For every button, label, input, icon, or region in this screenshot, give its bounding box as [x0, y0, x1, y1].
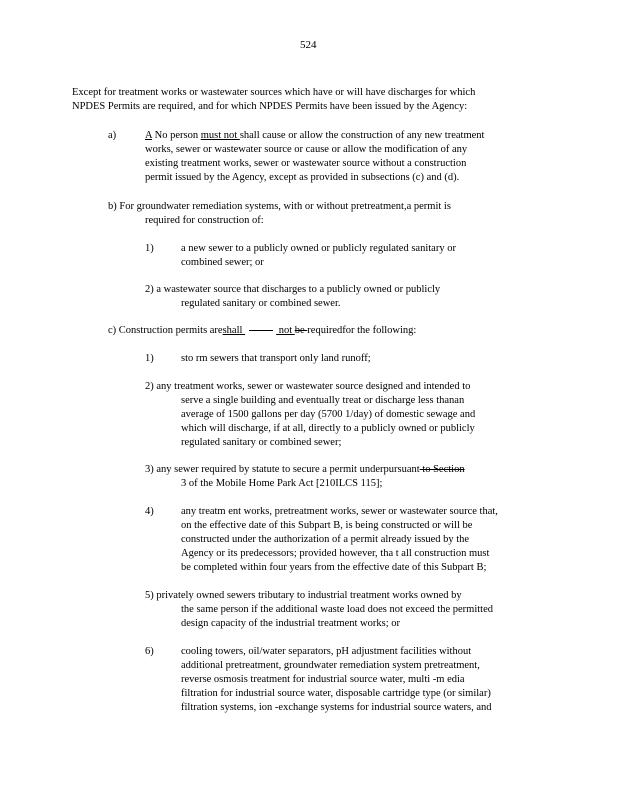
item-line: a new sewer to a publicly owned or publicly regulated sanitary or — [181, 243, 456, 254]
text-run: shall cause or allow the construction of any new treatment — [239, 130, 485, 141]
strike-dash — [249, 330, 273, 331]
inserted-text: A — [145, 130, 153, 141]
item-label: 4) — [145, 506, 154, 517]
text-run: No person — [152, 130, 201, 141]
subsection-a-line: permit issued by the Agency, except as provided in subsections (c) and (d). — [145, 172, 460, 183]
item-line: which will discharge, if at all, directly to a publicly owned or publicly — [181, 423, 475, 434]
item-line: additional pretreatment, groundwater remediation system pretreatment, — [181, 660, 480, 671]
subsection-c-heading — [108, 324, 416, 339]
inserted-text: not — [276, 325, 295, 336]
subsection-a-line: works, sewer or wastewater source or cause or allow the modification of any — [145, 144, 468, 155]
item-line: 2) a wastewater source that discharges to a publicly owned or publicly — [145, 284, 441, 295]
item-line: sto rm sewers that transport only land runoff; — [181, 353, 371, 364]
text-run: c) Construction permits are — [108, 325, 223, 336]
subsection-a-line: existing treatment works, sewer or wastewater source without a construction — [145, 158, 467, 169]
item-line: 2) any treatment works, sewer or wastewater source designed and intended to — [145, 381, 471, 392]
item-line: any treatm ent works, pretreatment works, sewer or wastewater source that, — [181, 506, 498, 517]
item-line: regulated sanitary or combined sewer; — [181, 437, 342, 448]
item-line: constructed under the authorization of a permit already issued by the — [181, 534, 470, 545]
item-line: 3 of the Mobile Home Park Act [210ILCS 115]; — [181, 478, 383, 489]
item-line: design capacity of the industrial treatment works; or — [181, 618, 400, 629]
item-line: on the effective date of this Subpart B, is being constructed or will be — [181, 520, 473, 531]
page-number: 524 — [300, 39, 317, 51]
item-line — [145, 463, 465, 478]
item-line: serve a single building and eventually treat or discharge less thanan — [181, 395, 465, 406]
item-label: 6) — [145, 646, 154, 657]
item-line: the same person if the additional waste load does not exceed the permitted — [181, 604, 493, 615]
intro-line: NPDES Permits are required, and for which NPDES Permits have been issued by the Agency: — [72, 101, 468, 112]
subsection-a-label: a) — [108, 130, 117, 141]
text-run: 3) any sewer required by statute to secure a permit underpursuant — [145, 464, 420, 475]
item-line: filtration systems, ion -exchange systems for industrial source waters, and — [181, 702, 492, 713]
item-line: regulated sanitary or combined sewer. — [181, 298, 341, 309]
inserted-text: shall — [222, 325, 246, 336]
text-run: requiredfor the following: — [307, 325, 417, 336]
subsection-a-line — [145, 129, 484, 144]
deleted-text: to Section — [419, 464, 465, 475]
item-line: Agency or its predecessors; provided however, tha t all construction must — [181, 548, 490, 559]
item-line: 5) privately owned sewers tributary to industrial treatment works owned by — [145, 590, 462, 601]
item-line: combined sewer; or — [181, 257, 264, 268]
item-label: 1) — [145, 243, 154, 254]
intro-line: Except for treatment works or wastewater sources which have or will have discharges for which — [72, 87, 476, 98]
inserted-text: must not — [200, 130, 240, 141]
item-line: be completed within four years from the effective date of this Subpart B; — [181, 562, 487, 573]
subsection-b-line: b) For groundwater remediation systems, with or without pretreatment,a permit is — [108, 201, 451, 212]
item-label: 1) — [145, 353, 154, 364]
subsection-b-line: required for construction of: — [145, 215, 264, 226]
item-line: filtration for industrial source water, disposable cartridge type (or similar) — [181, 688, 491, 699]
deleted-text: be — [294, 325, 308, 336]
item-line: cooling towers, oil/water separators, pH adjustment facilities without — [181, 646, 472, 657]
item-line: reverse osmosis treatment for industrial source water, multi -m edia — [181, 674, 465, 685]
item-line: average of 1500 gallons per day (5700 1/day) of domestic sewage and — [181, 409, 476, 420]
